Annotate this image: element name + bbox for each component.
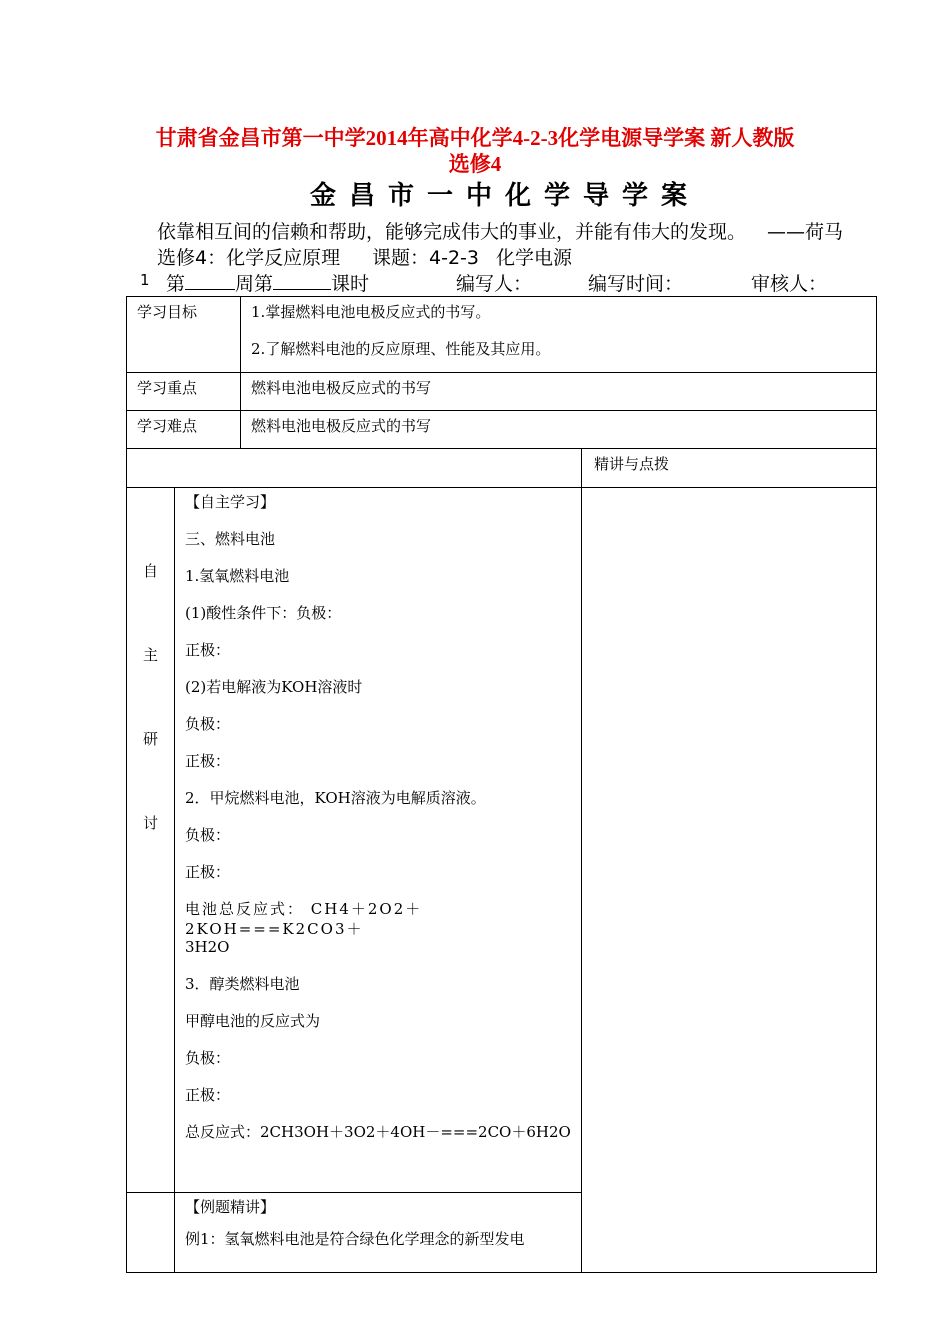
topic-name: 化学电源 [496, 247, 573, 269]
question-line: (2)若电解液为KOH溶液时 [185, 678, 363, 696]
notes-header: 精讲与点拨 [594, 455, 670, 473]
equation-line: 电池总反应式： CH4＋2O2＋2KOH===K2CO3＋ [185, 900, 423, 938]
side-char: 讨 [142, 814, 158, 832]
week-blank [185, 273, 235, 290]
answer-line: 正极： [185, 752, 231, 770]
course-label: 选修4：化学反应原理 [157, 247, 341, 269]
margin-mark: 1 [140, 271, 150, 289]
question-line: (1)酸性条件下：负极： [185, 604, 342, 622]
document-title: 甘肃省金昌市第一中学2014年高中化学4-2-3化学电源导学案 新人教版 [155, 126, 795, 150]
item-heading: 3．醇类燃料电池 [185, 975, 300, 993]
motto: 依靠相互间的信赖和帮助，能够完成伟大的事业，并能有伟大的发现。 [157, 221, 747, 243]
answer-line: 负极： [185, 715, 231, 733]
side-char: 自 [142, 562, 158, 580]
item-heading: 1.氢氧燃料电池 [185, 567, 290, 585]
motto-author: ——荷马 [767, 221, 844, 243]
study-table [126, 296, 877, 1273]
side-char: 研 [142, 730, 158, 748]
example-heading: 【例题精讲】 [185, 1198, 276, 1216]
equation-continuation: 3H2O [185, 938, 230, 956]
period-blank [273, 273, 331, 290]
week-prefix: 第 [166, 273, 186, 295]
focus-row [127, 373, 877, 411]
answer-line: 正极： [185, 1086, 231, 1104]
goals-label: 学习目标 [137, 303, 198, 321]
goal-1: 1.掌握燃料电池电极反应式的书写。 [251, 303, 491, 321]
example-text: 例1：氢氧燃料电池是符合绿色化学理念的新型发电 [185, 1230, 525, 1248]
difficulty-row [127, 411, 877, 449]
answer-line: 负极： [185, 1049, 231, 1067]
reviewer-label: 审核人： [751, 273, 828, 295]
focus-label: 学习重点 [137, 379, 198, 397]
week-label: 周第 [235, 273, 274, 295]
difficulty-text: 燃料电池电极反应式的书写 [251, 417, 432, 435]
school-title: 金昌市一中化学导学案 [309, 181, 700, 211]
equation-line: 总反应式：2CH3OH＋3O2＋4OH－===2CO＋6H2O [185, 1123, 571, 1141]
self-study-row [127, 488, 877, 1193]
period-label: 课时 [331, 273, 370, 295]
date-label: 编写时间： [588, 273, 684, 295]
author-label: 编写人： [456, 273, 533, 295]
section-header-row [127, 449, 877, 488]
week-line [166, 269, 369, 296]
section-subheading: 三、燃料电池 [185, 530, 276, 548]
side-char: 主 [142, 646, 158, 664]
goal-2: 2.了解燃料电池的反应原理、性能及其应用。 [251, 340, 551, 358]
answer-line: 正极： [185, 863, 231, 881]
goals-row [127, 297, 877, 373]
question-line: 甲醇电池的反应式为 [185, 1012, 321, 1030]
section-heading: 【自主学习】 [185, 493, 276, 511]
difficulty-label: 学习难点 [137, 417, 198, 435]
answer-line: 正极： [185, 641, 231, 659]
topic-label: 课题：4-2-3 [372, 247, 479, 269]
answer-line: 负极： [185, 826, 231, 844]
focus-text: 燃料电池电极反应式的书写 [251, 379, 432, 397]
document-title-line2: 选修4 [448, 152, 502, 176]
item-heading: 2．甲烷燃料电池，KOH溶液为电解质溶液。 [185, 789, 486, 807]
